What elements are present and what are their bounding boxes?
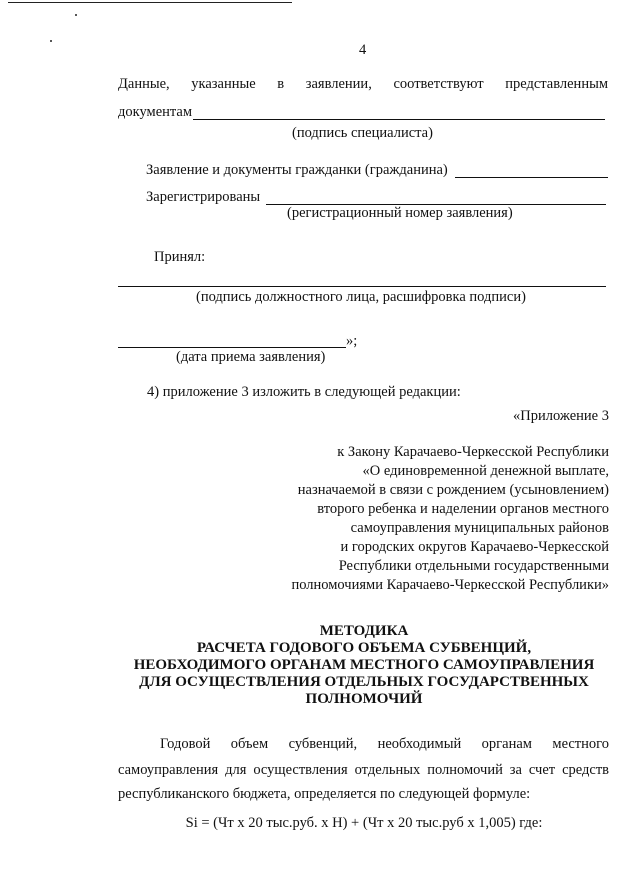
page-number: 4 [359,42,367,58]
application-date-caption: (дата приема заявления) [176,349,326,365]
appendix-ref-line: второго ребенка и наделении органов местного [317,501,609,517]
amendment-item: 4) приложение 3 изложить в следующей редакции: [147,384,461,400]
application-docs-line [455,177,608,178]
registration-number-caption: (регистрационный номер заявления) [287,205,513,221]
body-paragraph-line: республиканского бюджета, определяется по следующей формуле: [118,786,531,802]
specialist-signature-caption: (подпись специалиста) [292,125,433,141]
appendix-ref-line: «О единовременной денежной выплате, [362,463,609,479]
application-docs-label: Заявление и документы гражданки (гражданина) [146,162,448,178]
appendix-ref-line: и городских округов Карачаево-Черкесской [340,539,609,555]
body-paragraph-line: Годовой объем субвенций, необходимый органам местного [160,736,609,752]
body-paragraph-line: самоуправления для осуществления отдельных полномочий за счет средств [118,762,609,778]
application-date-line [118,347,346,348]
application-date-suffix: »; [346,333,358,349]
appendix-ref-line: Республики отдельными государственными [338,558,609,574]
scan-mark [75,14,77,16]
methodology-title-line: НЕОБХОДИМОГО ОРГАНАМ МЕСТНОГО САМОУПРАВЛЕНИЯ [133,657,595,673]
official-signature-line [118,286,606,287]
subvention-formula: Si = (Чт х 20 тыс.руб. х Н) + (Чт х 20 тыс.руб х 1,005) где: [185,815,543,831]
registered-label: Зарегистрированы [146,189,261,205]
documents-label: документам [118,104,193,120]
official-signature-caption: (подпись должностного лица, расшифровка подписи) [196,289,526,305]
top-border-line [8,2,292,3]
specialist-signature-line [193,119,605,120]
appendix-ref-line: самоуправления муниципальных районов [350,520,609,536]
verification-line: Данные, указанные в заявлении, соответствуют представленным [118,76,608,92]
appendix-ref-line: к Закону Карачаево-Черкесской Республики [337,444,609,460]
methodology-title-line: ПОЛНОМОЧИЙ [305,691,423,707]
appendix-label: «Приложение 3 [513,408,609,424]
methodology-title-line: МЕТОДИКА [319,623,409,639]
appendix-ref-line: полномочиями Карачаево-Черкесской Республики» [291,577,609,593]
scan-mark [50,40,52,42]
accepted-label: Принял: [154,249,206,265]
appendix-ref-line: назначаемой в связи с рождением (усыновлением) [297,482,609,498]
methodology-title-line: ДЛЯ ОСУЩЕСТВЛЕНИЯ ОТДЕЛЬНЫХ ГОСУДАРСТВЕННЫХ [139,674,589,690]
methodology-title-line: РАСЧЕТА ГОДОВОГО ОБЪЕМА СУБВЕНЦИЙ, [196,640,532,656]
